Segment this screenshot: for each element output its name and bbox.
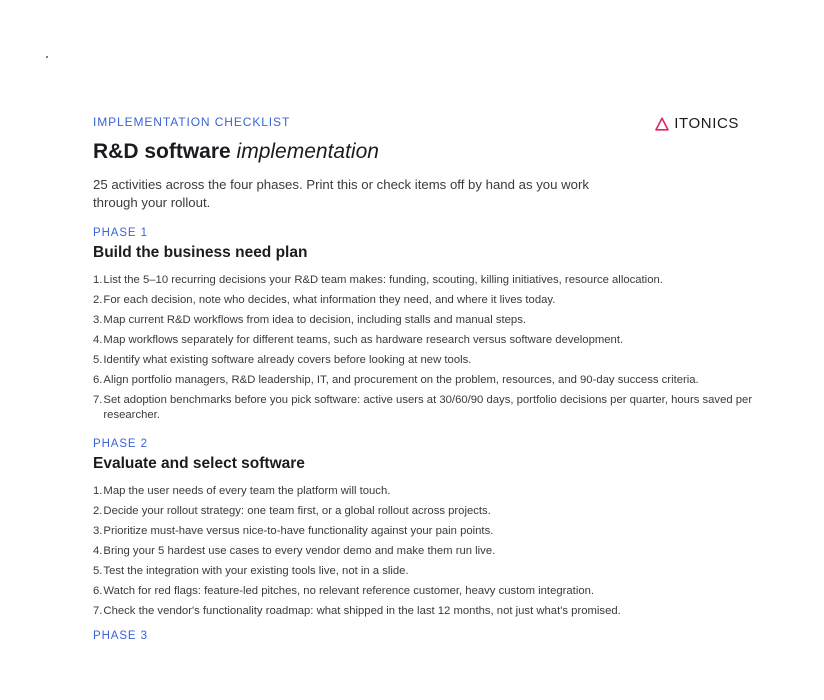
item-text: Prioritize must-have versus nice-to-have functionality against your pain points. [103,525,494,537]
list-item [93,393,773,423]
triangle-logo-icon [655,117,669,131]
checklist-page [93,114,773,644]
title-emphasis: implementation [236,140,379,163]
list-item [93,273,773,288]
item-text: Set adoption benchmarks before you pick software: active users at 30/60/90 days, portfolio decisions per quarter, hours saved per researcher. [103,394,753,421]
item-number: 5. [93,565,103,577]
list-item [93,353,773,368]
page-title [93,139,773,165]
item-text: Map workflows separately for different teams, such as hardware research versus software development. [103,334,624,346]
list-item [93,604,773,619]
item-number: 4. [93,334,103,346]
item-text: Map the user needs of every team the platform will touch. [103,485,391,497]
item-number: 5. [93,354,103,366]
list-item [93,504,773,519]
item-text: For each decision, note who decides, what information they need, and where it lives today. [103,294,556,306]
item-number: 4. [93,545,103,557]
list-item [93,484,773,499]
list-item [93,313,773,328]
phase-label: PHASE 3 [93,630,148,642]
list-item [93,584,773,599]
phase-label: PHASE 1 [93,227,148,239]
phase-2-checklist [93,484,773,619]
title-main: R&D software [93,140,231,163]
itonics-logo [655,115,739,132]
list-item [93,333,773,348]
phase-1-section [93,226,773,423]
phase-label: PHASE 2 [93,438,148,450]
item-text: Watch for red flags: feature-led pitches, no relevant reference customer, heavy custom integration. [103,585,595,597]
item-text: List the 5–10 recurring decisions your R&D team makes: funding, scouting, killing initiatives, resource allocation. [103,274,663,286]
item-text: Bring your 5 hardest use cases to every vendor demo and make them run live. [103,545,496,557]
intro-text: 25 activities across the four phases. Print this or check items off by hand as you work through your rollout. [93,177,589,210]
item-number: 7. [93,605,103,617]
header-row [93,114,773,134]
item-text: Test the integration with your existing tools live, not in a slide. [103,565,409,577]
phase-3-section [93,629,773,644]
item-text: Check the vendor's functionality roadmap: what shipped in the last 12 months, not just what's promised. [103,605,621,617]
item-text: Align portfolio managers, R&D leadership, IT, and procurement on the problem, resources, and 90-day success criteria. [103,374,699,386]
list-item [93,293,773,308]
item-number: 3. [93,314,103,326]
item-number: 3. [93,525,103,537]
stray-mark [46,56,48,58]
eyebrow-label: IMPLEMENTATION CHECKLIST [93,115,291,129]
list-item [93,564,773,579]
item-number: 6. [93,374,103,386]
logo-text: ITONICS [674,115,739,132]
item-text: Decide your rollout strategy: one team first, or a global rollout across projects. [103,505,491,517]
item-number: 2. [93,505,103,517]
item-number: 1. [93,485,103,497]
list-item [93,373,773,388]
list-item [93,524,773,539]
item-number: 7. [93,394,103,406]
item-number: 6. [93,585,103,597]
phase-1-checklist [93,273,773,423]
phase-title: Evaluate and select software [93,455,305,472]
item-text: Map current R&D workflows from idea to decision, including stalls and manual steps. [103,314,526,326]
list-item [93,544,773,559]
item-text: Identify what existing software already covers before looking at new tools. [103,354,472,366]
phase-title: Build the business need plan [93,244,308,261]
item-number: 2. [93,294,103,306]
phase-2-section [93,437,773,619]
item-number: 1. [93,274,103,286]
